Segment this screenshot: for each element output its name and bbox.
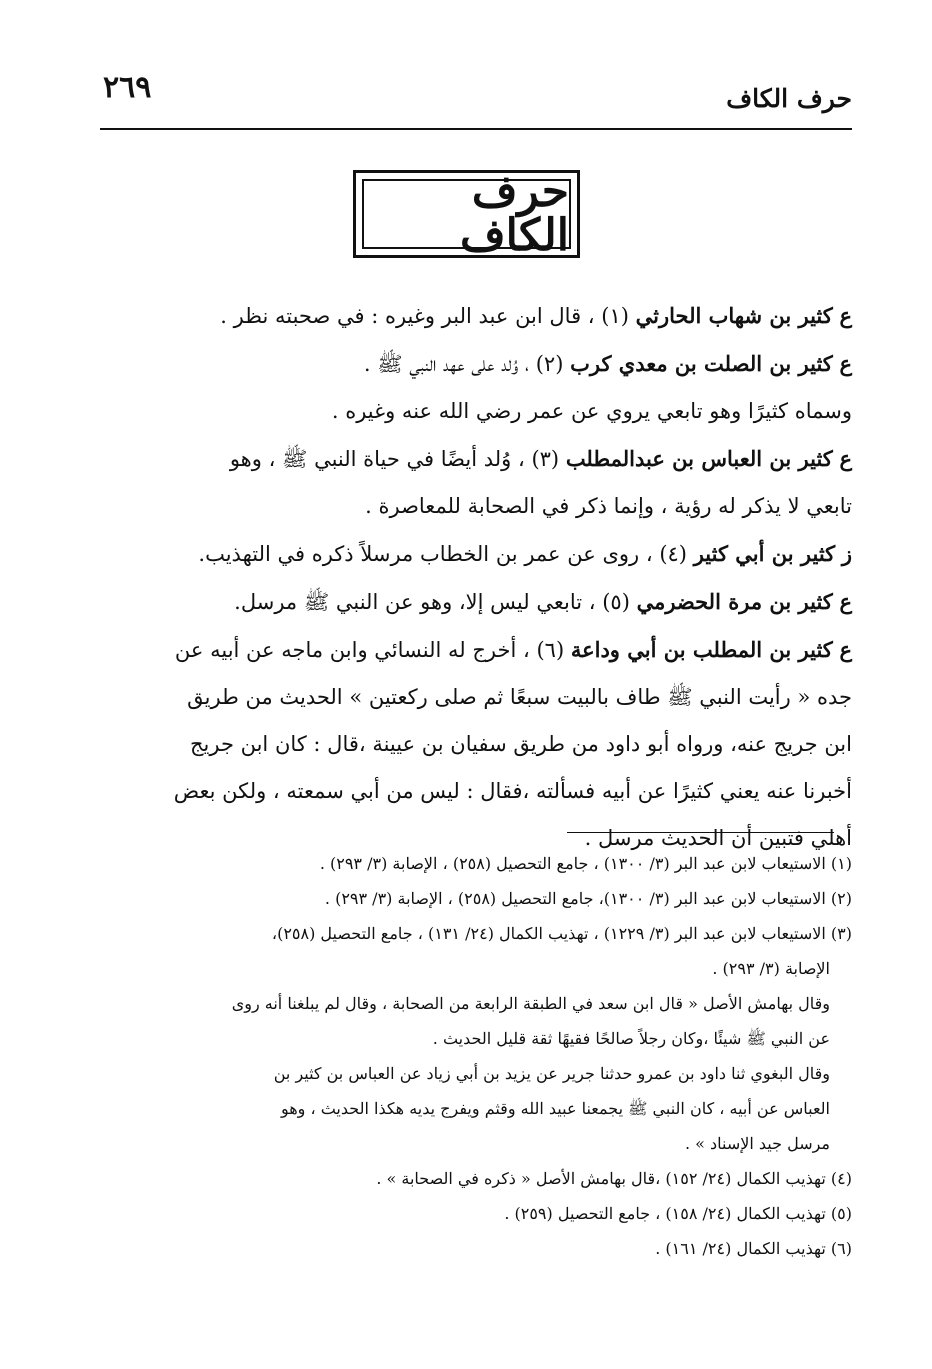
narrator-name: كثير بن المطلب بن أبي وداعة bbox=[570, 637, 833, 662]
running-header-title: حرف الكاف bbox=[726, 84, 852, 113]
header-rule bbox=[100, 128, 852, 130]
footnote-line: (٣) الاستيعاب لابن عبد البر (٣/ ١٢٢٩) ، تهذيب الكمال (٢٤/ ١٣١) ، جامع التحصيل (٢٥٨)، bbox=[271, 924, 852, 943]
narrator-entry bbox=[100, 435, 852, 483]
footnote-line: (٦) تهذيب الكمال (٢٤/ ١٦١) . bbox=[655, 1239, 852, 1258]
text-line: ابن جريج عنه، ورواه أبو داود من طريق سفيان بن عيينة ،قال : كان ابن جريج bbox=[189, 732, 852, 756]
entry-marker: ع bbox=[839, 303, 852, 328]
footnote-ref: (٣) bbox=[531, 447, 560, 471]
footnote-separator bbox=[567, 832, 834, 833]
narrator-entry bbox=[100, 530, 852, 578]
title-box-inner-frame bbox=[362, 166, 571, 261]
main-text bbox=[100, 292, 852, 862]
narrator-entry bbox=[100, 626, 852, 674]
narrator-name: كثير بن مرة الحضرمي bbox=[636, 589, 833, 614]
text-line: جده « رأيت النبي ﷺ طاف بالبيت سبعًا ثم صلى ركعتين » الحديث من طريق bbox=[187, 685, 852, 709]
footnote-line: عن النبي ﷺ شيئًا ،وكان رجلاً صالحًا فقيهًا ثقة قليل الحديث . bbox=[432, 1029, 830, 1048]
entry-text: ، وُلد على عهد النبي ﷺ . bbox=[363, 352, 530, 376]
narrator-name: كثير بن شهاب الحارثي bbox=[635, 303, 833, 328]
footnote-ref: (٤) bbox=[659, 542, 687, 566]
footnote-line: (٥) تهذيب الكمال (٢٤/ ١٥٨) ، جامع التحصيل (٢٥٩) . bbox=[504, 1204, 852, 1223]
footnote-line: وقال البغوي ثنا داود بن عمرو حدثنا جرير عن يزيد بن أبي زياد عن العباس بن كثير بن bbox=[273, 1064, 830, 1083]
text-line: أخبرنا عنه يعني كثيرًا عن أبيه فسألته ،فقال : ليس من أبي سمعته ، ولكن بعض bbox=[173, 779, 852, 803]
chapter-title: حرف الكاف bbox=[460, 166, 569, 261]
footnote-line: وقال بهامش الأصل « قال ابن سعد في الطبقة الرابعة من الصحابة ، وقال لم يبلغنا أنه روى bbox=[231, 994, 830, 1013]
footnote-ref: (٥) bbox=[602, 590, 630, 614]
entry-marker: ع bbox=[839, 446, 852, 471]
footnote-line: الإصابة (٣/ ٢٩٣) . bbox=[712, 959, 830, 978]
narrator-entry bbox=[100, 292, 852, 340]
entry-text: ، قال ابن عبد البر وغيره : في صحبته نظر . bbox=[220, 304, 595, 328]
footnote-line: (٤) تهذيب الكمال (٢٤/ ١٥٢) ،قال بهامش الأصل « ذكره في الصحابة » . bbox=[376, 1169, 852, 1188]
entry-marker: ع bbox=[839, 351, 852, 376]
narrator-name: كثير بن الصلت بن معدي كرب bbox=[570, 351, 833, 376]
entry-marker: ع bbox=[839, 589, 852, 614]
page-number: ٢٦٩ bbox=[103, 70, 152, 105]
entry-text: ، روى عن عمر بن الخطاب مرسلاً ذكره في التهذيب. bbox=[198, 542, 653, 566]
entry-text: ، وُلد أيضًا في حياة النبي ﷺ ، وهو bbox=[229, 447, 525, 471]
footnote-ref: (٦) bbox=[536, 638, 565, 662]
footnote-line: (١) الاستيعاب لابن عبد البر (٣/ ١٣٠٠) ، جامع التحصيل (٢٥٨) ، الإصابة (٣/ ٢٩٣) . bbox=[319, 854, 852, 873]
footnotes bbox=[100, 846, 852, 1266]
footnote-line: العباس عن أبيه ، كان النبي ﷺ يجمعنا عبيد الله وقثم ويفرج يديه هكذا الحديث ، وهو bbox=[280, 1099, 830, 1118]
narrator-name: كثير بن أبي كثير bbox=[693, 541, 836, 566]
text-line: تابعي لا يذكر له رؤية ، وإنما ذكر في الصحابة للمعاصرة . bbox=[365, 494, 852, 518]
footnote-line: مرسل جيد الإسناد » . bbox=[684, 1134, 830, 1153]
footnote-ref: (١) bbox=[601, 304, 629, 328]
footnote-ref: (٢) bbox=[535, 352, 564, 376]
text-line: أهلي فتبين أن الحديث مرسل . bbox=[584, 826, 852, 850]
narrator-entry bbox=[100, 578, 852, 626]
footnote-line: (٢) الاستيعاب لابن عبد البر (٣/ ١٣٠٠)، جامع التحصيل (٢٥٨) ، الإصابة (٣/ ٢٩٣) . bbox=[324, 889, 852, 908]
entry-text: ، تابعي ليس إلا، وهو عن النبي ﷺ مرسل. bbox=[234, 590, 596, 614]
text-line: وسماه كثيرًا وهو تابعي يروي عن عمر رضي الله عنه وغيره . bbox=[331, 399, 852, 423]
entry-text: ، أخرج له النسائي وابن ماجه عن أبيه عن bbox=[174, 638, 530, 662]
entry-marker: ز bbox=[841, 541, 852, 566]
entry-marker: ع bbox=[839, 637, 852, 662]
narrator-entry bbox=[100, 340, 852, 388]
narrator-name: كثير بن العباس بن عبدالمطلب bbox=[565, 446, 833, 471]
